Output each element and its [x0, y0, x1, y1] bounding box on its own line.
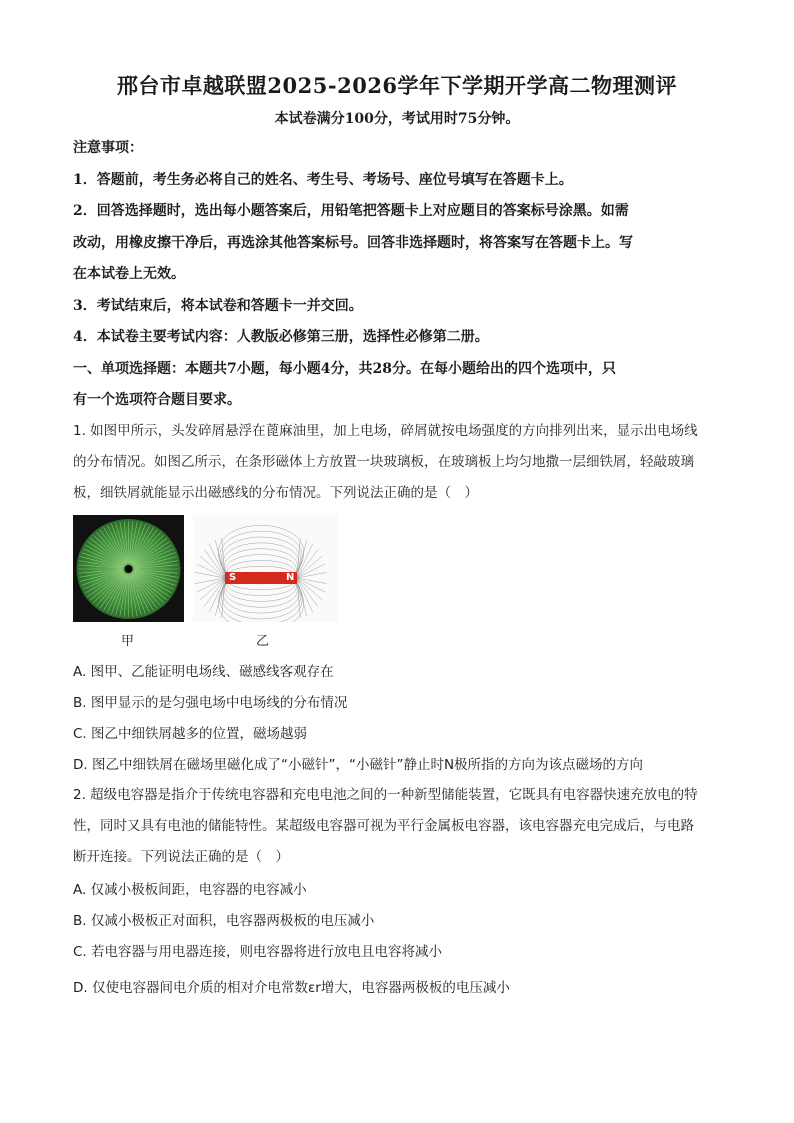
note-line: 在本试卷上无效。 [73, 266, 185, 282]
question-1-option-d: D. 图乙中细铁屑在磁场里磁化成了“小磁针”，“小磁针”静止时N极所指的方向为该点磁场的方向 [73, 757, 644, 773]
note-line: 4．本试卷主要考试内容：人教版必修第三册，选择性必修第二册。 [73, 329, 489, 345]
magnet-n-pole: N [286, 572, 295, 583]
note-line: 改动，用橡皮擦干净后，再选涂其他答案标号。回答非选择题时，将答案写在答题卡上。写 [73, 234, 633, 251]
iron-filings-pattern [193, 515, 338, 622]
question-2-option-c: C. 若电容器与用电器连接，则电容器将进行放电且电容将减小 [73, 944, 443, 960]
question-1-stem [73, 416, 723, 509]
question-1-option-a: A. 图甲、乙能证明电场线、磁感线客观存在 [73, 664, 334, 680]
section-heading-line: 一、单项选择题：本题共7小题，每小题4分，共28分。在每小题给出的四个选项中，只 [73, 360, 616, 377]
notes-heading: 注意事项： [73, 140, 143, 156]
section-heading-line: 有一个选项符合题目要求。 [73, 392, 241, 408]
question-2-option-b: B. 仅减小极板正对面积，电容器两极板的电压减小 [73, 913, 375, 929]
question-2-stem [73, 780, 723, 873]
magnet-s-pole: S [229, 572, 237, 583]
figure-b-magnetic-field-image [193, 515, 338, 622]
question-line: 断开连接。下列说法正确的是（ ） [73, 849, 289, 865]
figure-a-electric-field-image [73, 515, 184, 622]
figure-b-label: 乙 [256, 634, 270, 649]
note-line: 3．考试结束后，将本试卷和答题卡一并交回。 [73, 297, 363, 314]
note-line: 2．回答选择题时，选出每小题答案后，用铅笔把答题卡上对应题目的答案标号涂黑。如需 [73, 203, 629, 219]
question-line: 的分布情况。如图乙所示，在条形磁体上方放置一块玻璃板，在玻璃板上均匀地撒一层细铁屑，轻敲玻璃 [73, 454, 694, 470]
radial-field-pattern [73, 515, 184, 622]
exam-title: 邢台市卓越联盟2025-2026学年下学期开学高二物理测评 [116, 73, 678, 98]
question-line: 2. 超级电容器是指介于传统电容器和充电电池之间的一种新型储能装置，它既具有电容器快速充放电的特 [73, 787, 698, 803]
question-1-option-c: C. 图乙中细铁屑越多的位置，磁场越弱 [73, 726, 308, 742]
notes-block [73, 133, 723, 417]
question-1-option-b: B. 图甲显示的是匀强电场中电场线的分布情况 [73, 695, 348, 711]
exam-subtitle: 本试卷满分100分，考试用时75分钟。 [274, 111, 520, 127]
figure-a-label: 甲 [121, 634, 135, 649]
question-line: 性，同时又具有电池的储能特性。某超级电容器可视为平行金属板电容器，该电容器充电完成后，与电路 [73, 818, 694, 834]
question-2-option-d: D. 仅使电容器间电介质的相对介电常数εr增大，电容器两极板的电压减小 [73, 980, 510, 996]
note-line: 1．答题前，考生务必将自己的姓名、考生号、考场号、座位号填写在答题卡上。 [73, 171, 573, 188]
question-line: 1. 如图甲所示，头发碎屑悬浮在蓖麻油里，加上电场，碎屑就按电场强度的方向排列出来，显示出电场线 [73, 423, 698, 439]
question-line: 板，细铁屑就能显示出磁感线的分布情况。下列说法正确的是（ ） [73, 485, 478, 501]
question-2-option-a: A. 仅减小极板间距，电容器的电容减小 [73, 882, 307, 898]
